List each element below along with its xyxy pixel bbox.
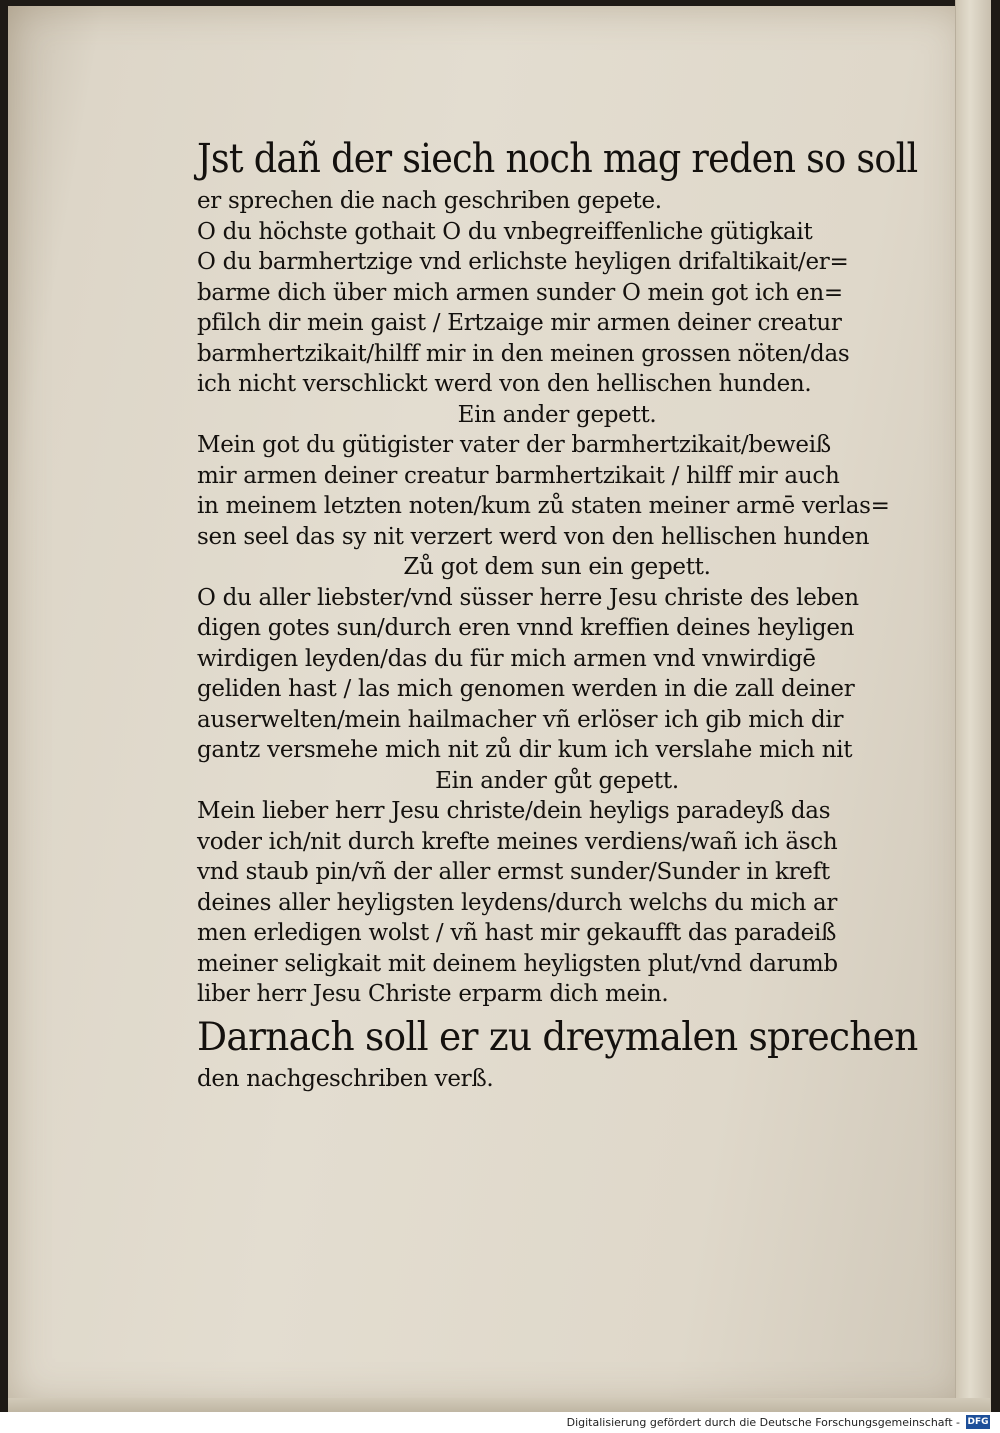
text-line: auserwelten/mein hailmacher vñ erlöser ich gib mich dir [197, 706, 844, 733]
text-line: O du aller liebster/vnd süsser herre Jesu christe des leben [197, 584, 859, 611]
closing-heading: Darnach soll er zu dreymalen sprechen [197, 1014, 918, 1060]
text-line: vnd staub pin/vñ der aller ermst sunder/Sunder in kreft [197, 859, 830, 885]
page-bottom-edge [8, 1398, 990, 1412]
page-heading: Jst dañ der siech noch mag reden so soll [197, 136, 918, 182]
text-line: deines aller heyligsten leydens/durch welchs du mich ar [197, 889, 838, 916]
text-line: men erledigen wolst / vñ hast mir gekaufft das paradeiß [197, 920, 837, 946]
page-edge [955, 0, 991, 1412]
text-line: liber herr Jesu Christe erparm dich mein. [197, 981, 669, 1007]
text-line: meiner seligkait mit deinem heyligsten plut/vnd darumb [197, 950, 838, 977]
section-title: Zů got dem sun ein gepett. [403, 554, 711, 580]
text-line: O du barmhertzige vnd erlichste heyligen drifaltikait/er= [197, 249, 849, 275]
text-line: wirdigen leyden/das du für mich armen vnd vnwirdigē [197, 645, 816, 672]
text-line: mir armen deiner creatur barmhertzikait / hilff mir auch [197, 462, 840, 489]
dfg-logo: DFG [967, 1417, 989, 1427]
text-line: ich nicht verschlickt werd von den hellischen hunden. [197, 371, 812, 397]
text-line: voder ich/nit durch krefte meines verdiens/wañ ich äsch [197, 828, 838, 855]
footer-bar [0, 1412, 1000, 1433]
closing-line: den nachgeschriben verß. [197, 1065, 494, 1092]
section-title: Ein ander gepett. [457, 401, 657, 428]
text-line: barme dich über mich armen sunder O mein got ich en= [197, 279, 843, 306]
funding-credit: Digitalisierung gefördert durch die Deutsche Forschungsgemeinschaft - [566, 1416, 960, 1429]
text-line: digen gotes sun/durch eren vnnd kreffien deines heyligen [197, 615, 855, 641]
page-text [197, 132, 917, 1094]
text-line: sen seel das sy nit verzert werd von den hellischen hunden [197, 523, 870, 550]
text-line: Mein lieber herr Jesu christe/dein heyligs paradeyß das [197, 798, 831, 824]
text-line: geliden hast / las mich genomen werden in die zall deiner [197, 676, 855, 702]
text-line: Mein got du gütigister vater der barmhertzikait/beweiß [197, 432, 831, 458]
text-line: O du höchste gothait O du vnbegreiffenliche gütigkait [197, 218, 813, 245]
text-line: gantz versmehe mich nit zů dir kum ich verslahe mich nit [197, 737, 853, 763]
text-line: in meinem letzten noten/kum zů staten meiner armē verlas= [197, 493, 890, 519]
text-line: er sprechen die nach geschriben gepete. [197, 188, 662, 214]
section-title: Ein ander gůt gepett. [435, 767, 679, 794]
text-line: pfilch dir mein gaist / Ertzaige mir armen deiner creatur [197, 310, 842, 336]
text-line: barmhertzikait/hilff mir in den meinen grossen nöten/das [197, 340, 850, 367]
